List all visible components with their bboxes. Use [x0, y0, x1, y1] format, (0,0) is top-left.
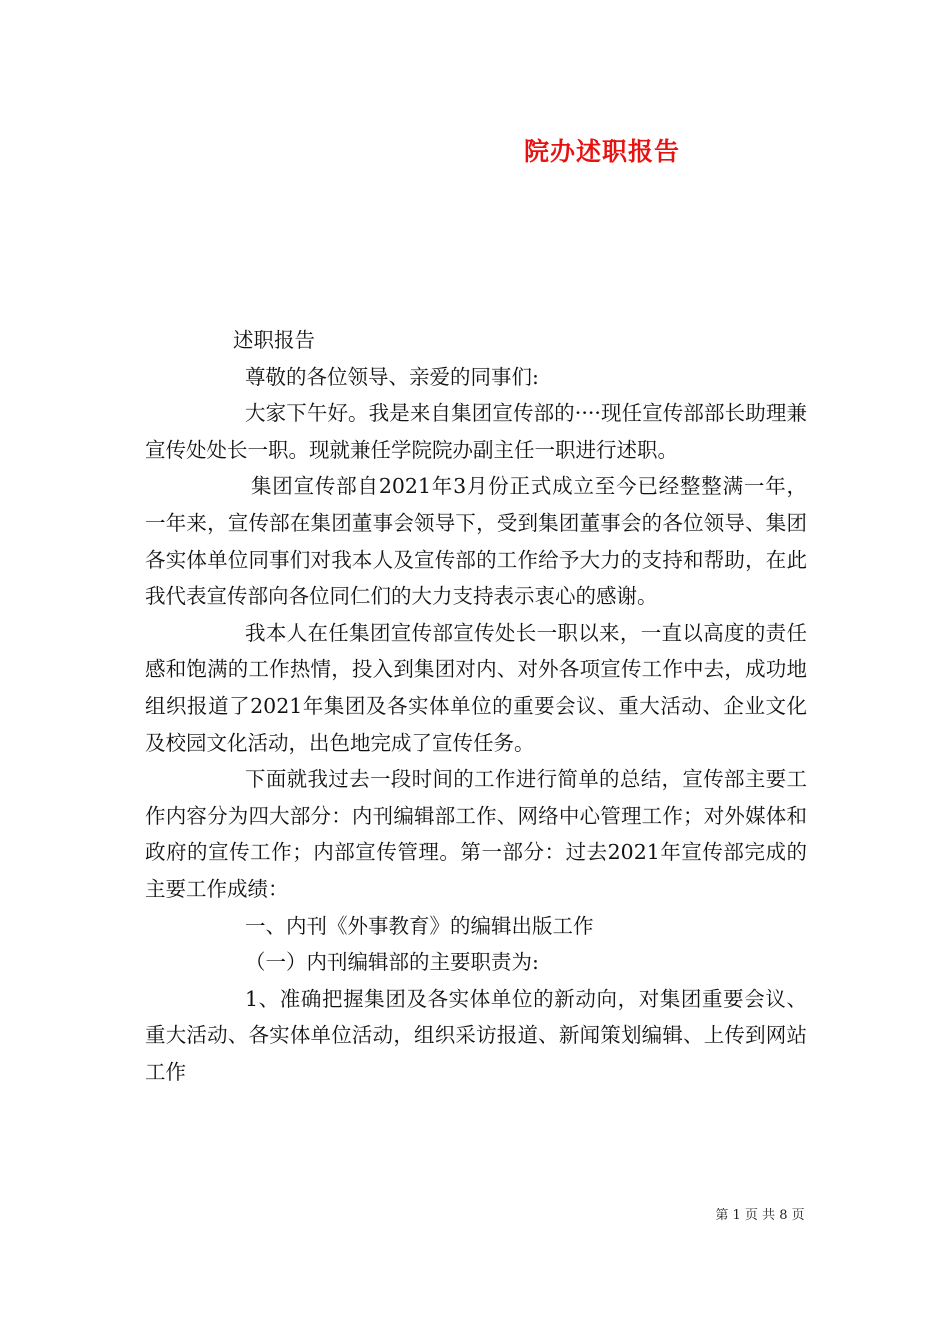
page-number: 第 1 页 共 8 页 [715, 1208, 805, 1223]
paragraph-4: 下面就我过去一段时间的工作进行简单的总结，宣传部主要工作内容分为四大部分：内刊编辑部工作、网络中心管理工作；对外媒体和政府的宣传工作；内部宣传管理。第一部分：过去2021年宣传部完成的主要工作成绩： [145, 767, 807, 901]
section-heading: 述职报告 [233, 328, 315, 352]
list-item: 1、准确把握集团及各实体单位的新动向，对集团重要会议、重大活动、各实体单位活动，组织采访报道、新闻策划编辑、上传到网站工作 [145, 986, 807, 1084]
paragraph-3: 我本人在任集团宣传部宣传处长一职以来，一直以高度的责任感和饱满的工作热情，投入到集团对内、对外各项宣传工作中去，成功地组织报道了2021年集团及各实体单位的重要会议、重大活动、企业文化及校园文化活动，出色地完成了宣传任务。 [145, 620, 807, 755]
salutation: 尊敬的各位领导、亲爱的同事们: [245, 364, 539, 389]
paragraph-2: 集团宣传部自2021年3月份正式成立至今已经整整满一年，一年来，宣传部在集团董事会领导下，受到集团董事会的各位领导、集团各实体单位同事们对我本人及宣传部的工作给予大力的支持和帮助，在此我代表宣传部向各位同仁们的大力支持表示衷心的感谢。 [145, 474, 807, 609]
document-body [145, 322, 807, 1090]
document-title: 院办述职报告 [523, 137, 680, 166]
subsection-title-1: （一）内刊编辑部的主要职责为: [245, 950, 539, 975]
paragraph-1: 大家下午好。我是来自集团宣传部的····现任宣传部部长助理兼宣传处处长一职。现就兼任学院院办副主任一职进行述职。 [145, 401, 807, 462]
section-title-1: 一、内刊《外事教育》的编辑出版工作 [245, 913, 594, 938]
